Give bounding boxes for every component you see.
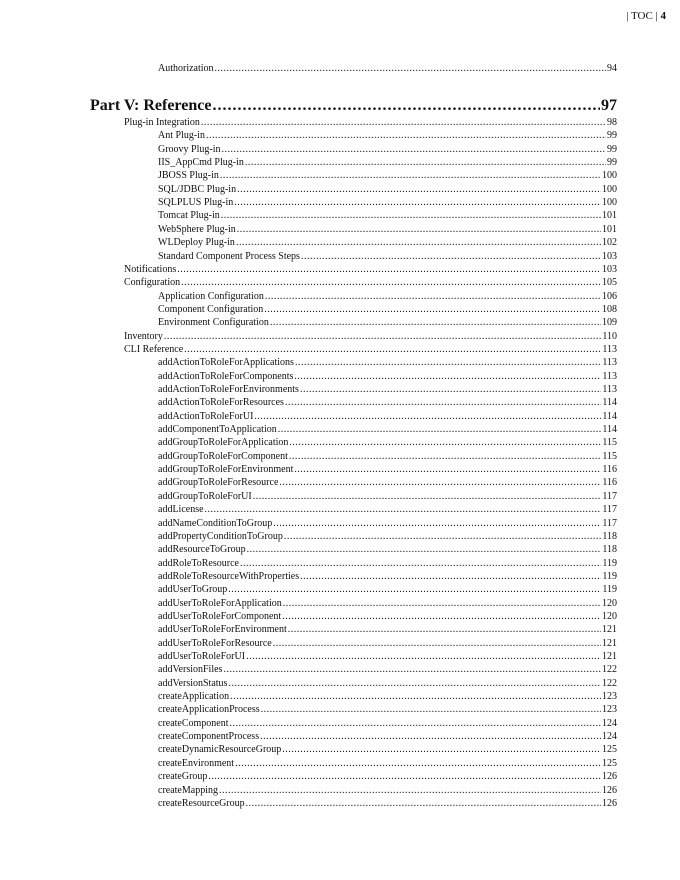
toc-entry-page-number: 119 [602, 584, 617, 596]
toc-entry[interactable] [158, 436, 617, 449]
toc-entry-page-number: 114 [602, 410, 617, 422]
toc-entry-page-number: 118 [602, 544, 617, 556]
toc-entry[interactable] [158, 250, 617, 263]
toc-entry-page-number: 124 [602, 717, 617, 729]
toc-entry[interactable] [158, 410, 617, 423]
dot-leader [279, 476, 601, 489]
toc-entry[interactable] [158, 383, 617, 396]
toc-entry-title: createComponentProcess [158, 731, 260, 743]
dot-leader [201, 116, 606, 129]
toc-entry-title: JBOSS Plug-in [158, 170, 219, 182]
toc-entry[interactable] [158, 463, 617, 476]
toc-entry-title: IIS_AppCmd Plug-in [158, 157, 244, 169]
toc-entry-page-number: 119 [602, 570, 617, 582]
dot-leader [208, 770, 601, 783]
toc-entry[interactable] [158, 423, 617, 436]
toc-entry-title: SQLPLUS Plug-in [158, 197, 234, 209]
dot-leader [246, 797, 601, 810]
toc-entry-page-number: 118 [602, 530, 617, 542]
header-label: | TOC | [626, 10, 658, 22]
toc-entry-title: createEnvironment [158, 757, 235, 769]
dot-leader [295, 356, 601, 369]
toc-entry-page-number: 116 [602, 464, 617, 476]
toc-entry[interactable] [158, 770, 617, 783]
toc-entry-title: createApplicationProcess [158, 704, 260, 716]
toc-entry[interactable] [124, 330, 617, 343]
toc-entry-title: Notifications [124, 263, 177, 275]
dot-leader [294, 370, 601, 383]
toc-entry-title: createResourceGroup [158, 797, 245, 809]
toc-entry[interactable] [158, 583, 617, 596]
dot-leader [215, 62, 606, 75]
toc-entry-title: addNameConditionToGroup [158, 517, 273, 529]
dot-leader [284, 530, 602, 543]
toc-entry-page-number: 121 [602, 651, 617, 662]
dot-leader [245, 156, 606, 169]
dot-leader [253, 490, 602, 503]
toc-entry-page-number: 115 [602, 437, 617, 449]
dot-leader [181, 276, 601, 289]
toc-entry-title: Component Configuration [158, 303, 264, 315]
toc-entry-page-number: 97 [601, 97, 617, 114]
dot-leader [246, 650, 601, 663]
toc-entry-page-number: 120 [602, 610, 617, 622]
toc-entry[interactable] [158, 129, 617, 142]
toc-entry-page-number: 109 [602, 317, 617, 329]
dot-leader [270, 316, 601, 329]
toc-entry-title: addRoleToResource [158, 557, 239, 569]
toc-entry-page-number: 101 [602, 210, 617, 222]
toc-entry[interactable] [158, 196, 617, 209]
toc-entry-title: WLDeploy Plug-in [158, 237, 235, 249]
dot-leader [273, 637, 601, 650]
toc-entry-title: addLicense [158, 504, 204, 516]
dot-leader [283, 597, 601, 610]
toc-entry-page-number: 99 [607, 130, 617, 142]
toc-entry-page-number: 116 [602, 477, 617, 489]
toc-entry-title: WebSphere Plug-in [158, 223, 236, 235]
toc-entry-title: addGroupToRoleForResource [158, 477, 279, 489]
toc-entry-page-number: 126 [602, 771, 617, 783]
toc-entry[interactable] [158, 517, 617, 530]
dot-leader [205, 503, 602, 516]
toc-entry-title: Configuration [124, 277, 181, 289]
toc-entry-title: Inventory [124, 330, 163, 342]
dot-leader [221, 209, 601, 222]
toc-entry-page-number: 100 [602, 197, 617, 209]
toc-entry-title: addPropertyConditionToGroup [158, 530, 283, 542]
toc-entry-title: Plug-in Integration [124, 117, 200, 128]
toc-entry-page-number: 126 [602, 797, 617, 809]
dot-leader [236, 236, 601, 249]
toc-entry[interactable] [158, 784, 617, 797]
toc-entry-title: addActionToRoleForComponents [158, 370, 294, 382]
dot-leader [264, 303, 601, 316]
toc-entry-page-number: 106 [602, 290, 617, 302]
toc-entry-title: Ant Plug-in [158, 130, 205, 142]
toc-entry-title: Tomcat Plug-in [158, 210, 220, 222]
toc-entry[interactable] [158, 476, 617, 489]
toc-entry[interactable] [158, 290, 617, 303]
dot-leader [285, 396, 601, 409]
dot-leader [289, 450, 602, 463]
toc-entry[interactable] [158, 370, 617, 383]
toc-entry-title: Application Configuration [158, 290, 264, 302]
dot-leader [184, 343, 601, 356]
toc-entry[interactable] [158, 223, 617, 236]
toc-entry[interactable] [158, 690, 617, 703]
toc-entry[interactable] [158, 677, 617, 690]
toc-entry-page-number: 124 [602, 731, 617, 743]
toc-entry-title: addGroupToRoleForEnvironment [158, 464, 294, 476]
toc-entry-page-number: 123 [602, 704, 617, 716]
toc-entry-title: Groovy Plug-in [158, 143, 221, 155]
toc-entry[interactable] [158, 490, 617, 503]
toc-entry[interactable] [158, 663, 617, 676]
toc-entry-page-number: 117 [602, 504, 617, 516]
dot-leader [261, 703, 601, 716]
dot-leader [206, 129, 606, 142]
toc-entry-title: SQL/JDBC Plug-in [158, 183, 237, 195]
toc-entry-title: addUserToRoleForComponent [158, 610, 282, 622]
toc-entry-page-number: 103 [602, 263, 617, 275]
dot-leader [234, 196, 601, 209]
toc-entry[interactable] [158, 743, 617, 756]
toc-entry[interactable] [158, 169, 617, 182]
dot-leader [237, 183, 601, 196]
toc-entry-title: addUserToRoleForResource [158, 637, 272, 649]
toc-entry-page-number: 105 [602, 277, 617, 289]
toc-entry-page-number: 122 [602, 664, 617, 676]
toc-entry-page-number: 99 [607, 143, 617, 155]
toc-entry[interactable] [158, 797, 617, 810]
dot-leader [260, 730, 601, 743]
toc-entry-page-number: 113 [602, 370, 617, 382]
toc-entry-page-number: 125 [602, 744, 617, 756]
toc-entry[interactable] [158, 557, 617, 570]
toc-entry-page-number: 117 [602, 490, 617, 502]
toc-entry[interactable] [158, 610, 617, 623]
header-page-number: 4 [660, 10, 666, 22]
dot-leader [254, 410, 601, 423]
dot-leader [228, 583, 601, 596]
toc-entry[interactable] [124, 263, 617, 276]
toc-entry-title: addGroupToRoleForUI [158, 490, 252, 502]
toc-entry-title: createGroup [158, 771, 208, 783]
dot-leader [278, 423, 602, 436]
toc-entry-page-number: 101 [602, 223, 617, 235]
page-header [626, 10, 666, 23]
toc-entry-title: createComponent [158, 717, 229, 729]
toc-entry-page-number: 125 [602, 757, 617, 769]
toc-entry-page-number: 120 [602, 597, 617, 609]
toc-entry-title: addActionToRoleForUI [158, 410, 254, 422]
toc-entry[interactable] [158, 543, 617, 556]
toc-entry-page-number: 117 [602, 517, 617, 529]
toc-entry-page-number: 110 [602, 330, 617, 342]
toc-entry-page-number: 100 [602, 183, 617, 195]
dot-leader [273, 517, 601, 530]
toc-entry-title: addActionToRoleForResources [158, 397, 284, 409]
dot-leader [230, 717, 601, 730]
toc-entry-page-number: 102 [602, 237, 617, 249]
dot-leader [235, 757, 601, 770]
toc-entry-page-number: 113 [602, 343, 617, 355]
toc-entry-page-number: 119 [602, 557, 617, 569]
toc-entry-title: addVersionStatus [158, 677, 228, 689]
toc-entry[interactable] [124, 276, 617, 289]
toc-entry-page-number: 122 [602, 677, 617, 689]
toc-entry[interactable] [158, 356, 617, 369]
toc-entry-title: Authorization [158, 63, 214, 74]
toc-entry[interactable] [124, 343, 617, 356]
toc-part-heading[interactable] [90, 96, 617, 116]
toc-entry-page-number: 99 [607, 157, 617, 169]
toc-entry-page-number: 94 [607, 63, 617, 74]
toc-entry-title: Part V: Reference [90, 97, 212, 114]
toc-entry-page-number: 121 [602, 637, 617, 649]
toc-entry-title: createDynamicResourceGroup [158, 744, 282, 756]
dot-leader [265, 290, 601, 303]
toc-entry-page-number: 108 [602, 303, 617, 315]
dot-leader [228, 677, 601, 690]
dot-leader [247, 543, 602, 556]
dot-leader [240, 557, 601, 570]
toc-entry-title: addComponentToApplication [158, 424, 277, 436]
toc-entry[interactable] [158, 597, 617, 610]
toc-entry[interactable] [158, 717, 617, 730]
dot-leader [219, 784, 601, 797]
toc-entry-page-number: 114 [602, 424, 617, 436]
toc-entry[interactable] [158, 450, 617, 463]
toc-entry-page-number: 113 [602, 384, 617, 395]
toc-entry[interactable] [158, 650, 617, 663]
dot-leader [164, 330, 601, 343]
toc-entry[interactable] [158, 530, 617, 543]
toc-entry-title: addRoleToResourceWithProperties [158, 570, 300, 582]
dot-leader [300, 383, 601, 396]
dot-leader [301, 250, 601, 263]
dot-leader [237, 223, 601, 236]
toc-entry-title: addUserToRoleForEnvironment [158, 624, 287, 636]
toc-entry[interactable] [158, 757, 617, 770]
toc-entry[interactable] [158, 156, 617, 169]
toc-entry-page-number: 100 [602, 170, 617, 182]
dot-leader [212, 96, 600, 116]
toc-entry[interactable] [158, 503, 617, 516]
toc-entry-title: addResourceToGroup [158, 544, 246, 556]
dot-leader [220, 169, 601, 182]
toc-entry-title: addGroupToRoleForApplication [158, 437, 289, 449]
toc-entry-page-number: 113 [602, 357, 617, 369]
dot-leader [289, 436, 601, 449]
toc-entry-title: addVersionFiles [158, 664, 223, 676]
toc-entry-page-number: 114 [602, 397, 617, 409]
toc-entry[interactable] [158, 570, 617, 583]
toc-entry[interactable] [158, 303, 617, 316]
dot-leader [300, 570, 601, 583]
dot-leader [223, 663, 601, 676]
dot-leader [230, 690, 601, 703]
dot-leader [294, 463, 601, 476]
toc-entry-title: addUserToRoleForUI [158, 651, 246, 662]
toc-entry[interactable] [158, 623, 617, 636]
toc-entry-page-number: 121 [602, 624, 617, 636]
toc-entry-page-number: 115 [602, 450, 617, 462]
toc-entry-title: createApplication [158, 691, 230, 703]
dot-leader [282, 610, 601, 623]
toc-entry-title: Environment Configuration [158, 317, 269, 329]
toc-entry-title: addActionToRoleForApplications [158, 357, 294, 369]
toc-entry-page-number: 126 [602, 784, 617, 796]
toc-entry[interactable] [158, 316, 617, 329]
toc-entry-title: addActionToRoleForEnvironments [158, 384, 299, 395]
toc-entry[interactable] [158, 62, 617, 75]
toc-entry-title: Standard Component Process Steps [158, 250, 300, 262]
toc-entry-page-number: 98 [607, 117, 617, 128]
toc-entry[interactable] [158, 183, 617, 196]
toc-entry-title: CLI Reference [124, 343, 184, 355]
dot-leader [222, 143, 607, 156]
toc-entry[interactable] [158, 143, 617, 156]
toc-entry[interactable] [124, 116, 617, 129]
toc-entry[interactable] [158, 730, 617, 743]
toc-entry-title: addUserToGroup [158, 584, 228, 596]
toc-entry-page-number: 103 [602, 250, 617, 262]
toc-entry[interactable] [158, 637, 617, 650]
dot-leader [177, 263, 601, 276]
toc-entry-title: addGroupToRoleForComponent [158, 450, 288, 462]
toc-entry[interactable] [158, 396, 617, 409]
toc-entry[interactable] [158, 209, 617, 222]
toc-entry[interactable] [158, 236, 617, 249]
toc-entry-title: addUserToRoleForApplication [158, 597, 282, 609]
toc-entry-title: createMapping [158, 784, 218, 796]
dot-leader [282, 743, 601, 756]
dot-leader [288, 623, 601, 636]
toc-entry-page-number: 123 [602, 691, 617, 703]
toc-entry[interactable] [158, 703, 617, 716]
